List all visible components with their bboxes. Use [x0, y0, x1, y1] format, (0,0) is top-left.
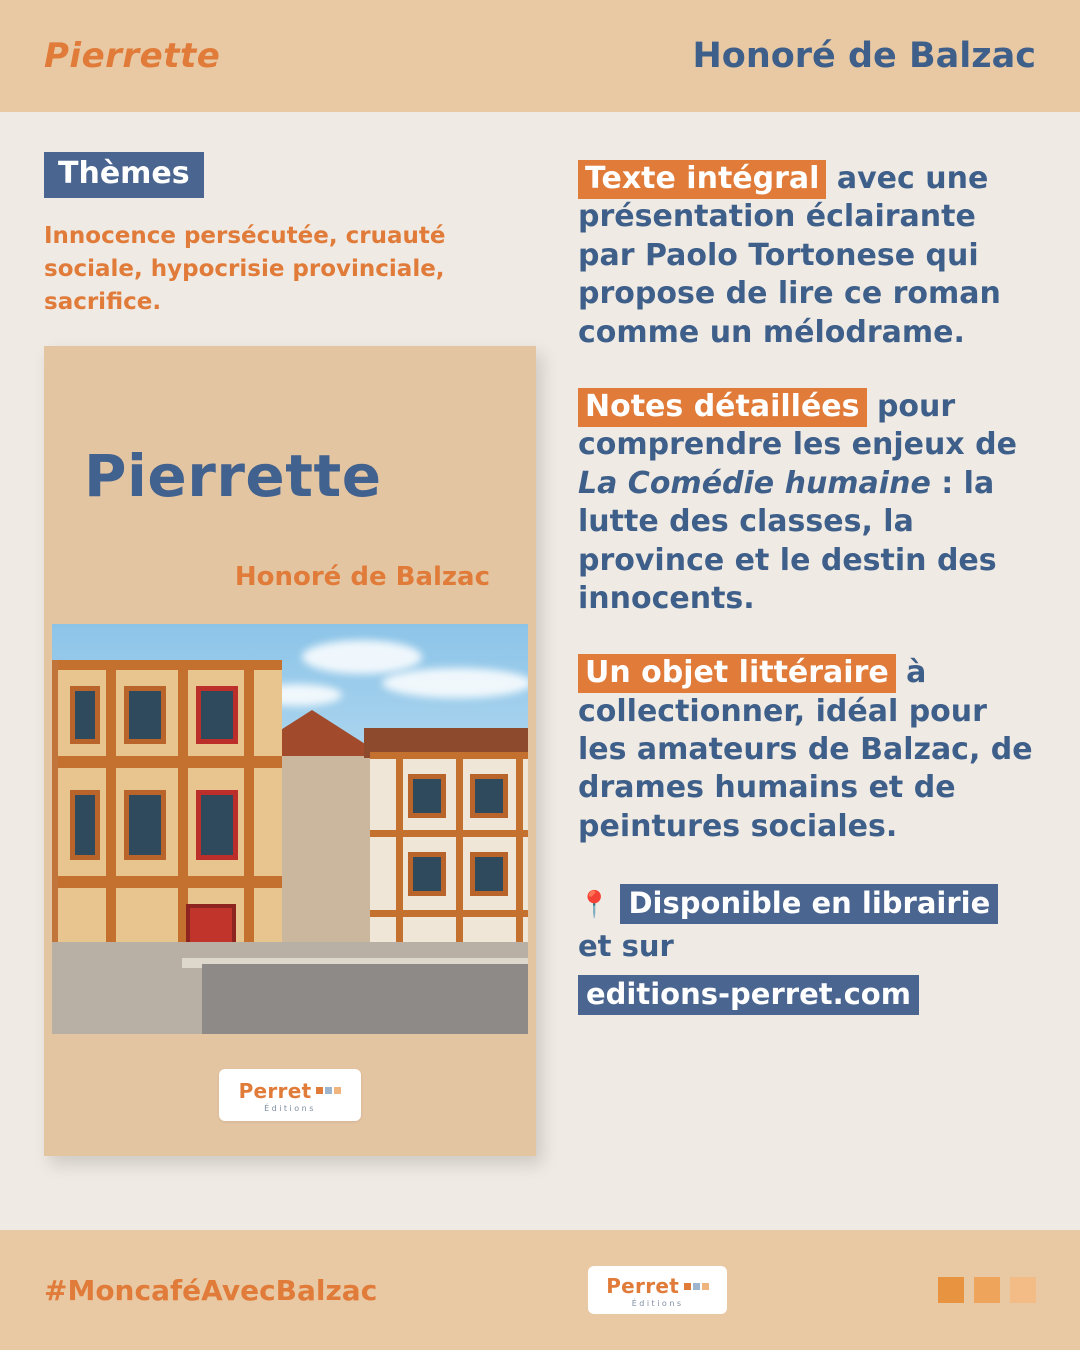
- themes-label: Thèmes: [44, 152, 204, 198]
- feature-paragraph-1: [578, 160, 1036, 352]
- footer-publisher-name: Perret: [606, 1274, 680, 1298]
- content-area: [0, 112, 1080, 1230]
- header-bar: [0, 0, 1080, 112]
- book-cover: [44, 346, 536, 1156]
- feature-1-highlight: Texte intégral: [578, 160, 826, 199]
- availability-connector: et sur: [578, 928, 674, 963]
- book-cover-title: Pierrette: [84, 441, 382, 510]
- footer-publisher-logo: [588, 1266, 727, 1314]
- feature-2-highlight: Notes détaillées: [578, 388, 867, 427]
- logo-squares-icon: [316, 1087, 341, 1094]
- book-cover-author: Honoré de Balzac: [234, 561, 490, 592]
- publisher-subtitle: Éditions: [264, 1103, 316, 1113]
- footer-bar: [0, 1230, 1080, 1350]
- feature-1-text: avec une présentation éclairante par Paolo Tortonese qui propose de lire ce roman comme un mélodrame.: [578, 161, 1001, 350]
- availability-block: [578, 882, 1036, 1015]
- cover-photograph: [52, 624, 528, 1034]
- square-icon: [974, 1277, 1000, 1303]
- availability-line: Disponible en librairie: [620, 884, 998, 924]
- left-column: [44, 152, 544, 1230]
- book-cover-top: [44, 346, 536, 592]
- feature-paragraph-3: [578, 654, 1036, 846]
- square-icon: [1010, 1277, 1036, 1303]
- header-author: Honoré de Balzac: [692, 36, 1036, 76]
- logo-squares-icon: [684, 1283, 709, 1290]
- website-link[interactable]: editions-perret.com: [578, 975, 919, 1015]
- feature-paragraph-2: [578, 388, 1036, 618]
- location-pin-icon: 📍: [578, 890, 611, 921]
- road-area: [202, 964, 528, 1034]
- feature-2-work-title: La Comédie humaine: [578, 465, 931, 501]
- themes-text: Innocence persécutée, cruauté sociale, hypocrisie provinciale, sacrifice.: [44, 222, 446, 316]
- footer-decoration-squares: [938, 1277, 1036, 1303]
- hashtag-label: #MoncaféAvecBalzac: [44, 1273, 378, 1307]
- cloud-shape: [382, 668, 528, 698]
- feature-3-highlight: Un objet littéraire: [578, 654, 896, 693]
- cover-logo-area: [44, 1034, 536, 1156]
- right-column: [578, 152, 1036, 1230]
- feature-3-text: à collectionner, idéal pour les amateurs de Balzac, de drames humains et de peintures sociales.: [578, 655, 1033, 844]
- cloud-shape: [302, 640, 422, 674]
- feature-2-text-before: pour comprendre les enjeux de: [578, 388, 1017, 463]
- page-title: Pierrette: [44, 36, 221, 76]
- footer-publisher-subtitle: Éditions: [631, 1299, 684, 1308]
- feature-2-text-after: : la lutte des classes, la province et le destin des innocents.: [578, 465, 997, 616]
- square-icon: [938, 1277, 964, 1303]
- publisher-logo: [219, 1069, 362, 1121]
- publisher-name: Perret: [238, 1078, 312, 1103]
